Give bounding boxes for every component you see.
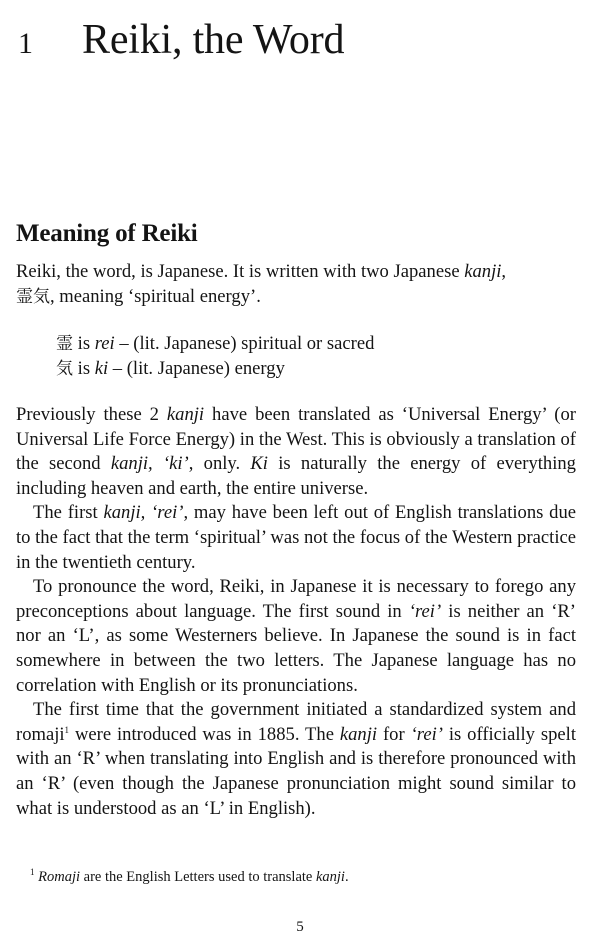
section-heading: Meaning of Reiki bbox=[16, 220, 198, 247]
text-run: for bbox=[377, 723, 411, 745]
kanji-meaning: – (lit. Japanese) spiritual or sacred bbox=[114, 333, 375, 354]
italic-term: kanji bbox=[464, 261, 502, 282]
text-run: . bbox=[344, 869, 349, 885]
italic-term: Romaji bbox=[38, 869, 81, 885]
kanji-definition-ki bbox=[56, 357, 374, 382]
text-run: , only. bbox=[188, 453, 251, 475]
intro-paragraph bbox=[16, 260, 576, 309]
italic-term: kanji, ‘rei’ bbox=[103, 502, 184, 524]
text-run: is naturally the energy of everything including heaven and earth, the entire universe. bbox=[16, 453, 576, 499]
text-run: were introduced was in 1885. The bbox=[69, 723, 340, 745]
text-run: is officially spelt with an ‘R’ when translating into English and is therefore pronounced with an ‘R’ (even though the Japanese pronunciation might sound similar to what is understood as an ‘L’ in English). bbox=[16, 723, 577, 819]
footnote bbox=[30, 868, 349, 886]
romaji-term: rei bbox=[94, 333, 115, 354]
chapter-title: Reiki, the Word bbox=[82, 17, 345, 63]
italic-term: ‘rei’ bbox=[410, 723, 443, 745]
kanji-meaning: – (lit. Japanese) energy bbox=[108, 357, 285, 379]
kanji-definition-list bbox=[56, 332, 374, 381]
paragraph-translation bbox=[16, 403, 576, 501]
kanji-glyph: 気 bbox=[56, 358, 73, 379]
italic-term: kanji bbox=[339, 723, 378, 745]
text-run: is neither an ‘R’ nor an ‘L’, as some Westerners believe. In Japanese the sound is in fact somewhere in between the two letters. The Japanese language has no correlation with English or its pronunciations. bbox=[16, 600, 576, 696]
main-body bbox=[16, 403, 576, 821]
chapter-number: 1 bbox=[18, 27, 33, 60]
text-run: Previously these 2 bbox=[16, 404, 167, 425]
paragraph-pronunciation bbox=[16, 575, 576, 698]
intro-text bbox=[16, 260, 576, 309]
paragraph-romaji-history bbox=[16, 698, 576, 821]
italic-term: ‘rei’ bbox=[408, 600, 442, 622]
text-run: The first bbox=[33, 502, 104, 524]
romaji-term: ki bbox=[94, 357, 109, 379]
italic-term: Ki bbox=[250, 453, 268, 475]
text-run: The first time that the government initiated a standardized system and romaji bbox=[16, 699, 576, 745]
footnote-reference[interactable]: 1 bbox=[64, 724, 70, 735]
page-number: 5 bbox=[296, 919, 304, 935]
kanji-definition-rei bbox=[56, 332, 374, 357]
text-run: is bbox=[73, 357, 95, 379]
text-run: are the English Letters used to translate bbox=[80, 869, 316, 885]
chapter-heading bbox=[18, 16, 344, 66]
text-run: , may have been left out of English translations due to the fact that the term ‘spiritual’ was not the focus of the Western practice in the twentieth century. bbox=[16, 502, 577, 573]
text-run: have been translated as ‘Universal Energy’ (or Universal Life Force Energy) in the West. This is obviously a translation of the second bbox=[16, 404, 576, 475]
italic-term: kanji bbox=[315, 869, 345, 885]
text-run: , meaning ‘spiritual energy’. bbox=[50, 285, 261, 307]
kanji-reiki: 霊気 bbox=[16, 286, 50, 307]
paragraph-rei-omitted bbox=[16, 501, 576, 575]
text-run: is bbox=[73, 333, 95, 354]
kanji-glyph: 霊 bbox=[56, 334, 73, 354]
italic-term: kanji, ‘ki’ bbox=[110, 453, 189, 475]
text-run: , bbox=[501, 261, 507, 282]
text-run: To pronounce the word, Reiki, in Japanese it is necessary to forego any preconceptions about language. The first sound in bbox=[16, 576, 576, 622]
text-run: Reiki, the word, is Japanese. It is written with two Japanese bbox=[16, 261, 465, 282]
italic-term: kanji bbox=[166, 404, 205, 425]
footnote-marker: 1 bbox=[30, 867, 35, 878]
